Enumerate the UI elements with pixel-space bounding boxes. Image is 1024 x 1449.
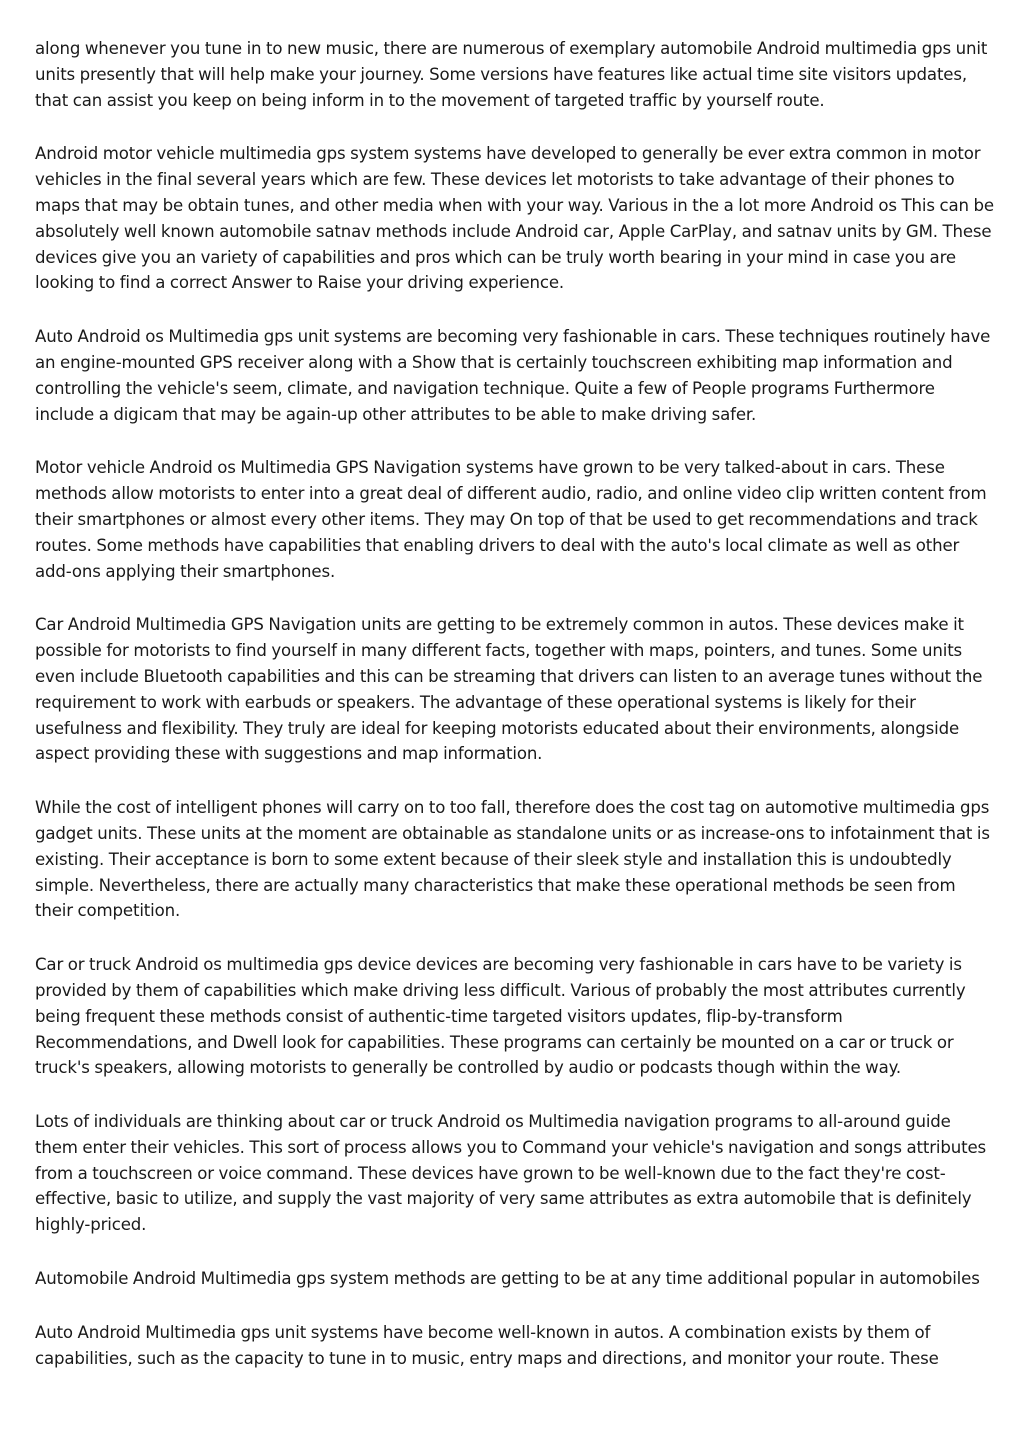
paragraph-1: along whenever you tune in to new music, there are numerous of exemplary automobile Android multimedia gps unit units presently that will help make your journey. Some versions have features like actual time site visitors updates, that can assist you keep on being inform in to the movement of targeted traffic by yourself route. [35,39,988,110]
paragraph-9: Automobile Android Multimedia gps system methods are getting to be at any time additional popular in automobiles [35,1269,980,1289]
paragraph-6: While the cost of intelligent phones will carry on to too fall, therefore does the cost tag on automotive multimedia gps gadget units. These units at the moment are obtainable as standalone units or as increase-ons to infotainment that is existing. Their acceptance is born to some extent because of their sleek style and installation this is undoubtedly simple. Nevertheless, there are actually many characteristics that make these operational methods be seen from their competition. [35,798,990,921]
paragraph-8: Lots of individuals are thinking about car or truck Android os Multimedia navigation programs to all-around guide them enter their vehicles. This sort of process allows you to Command your vehicle's navigation and songs attributes from a touchscreen or voice command. These devices have grown to be well-known due to the fact they're cost-effective, basic to utilize, and supply the vast majority of very same attributes as extra automobile that is definitely highly-priced. [35,1112,987,1235]
paragraph-7: Car or truck Android os multimedia gps device devices are becoming very fashionable in cars have to be variety is provided by them of capabilities which make driving less difficult. Various of probably the most attributes currently being frequent these methods consist of authentic-time targeted visitors updates, flip-by-transform Recommendations, and Dwell look for capabilities. These programs can certainly be mounted on a car or truck or truck's speakers, allowing motorists to generally be controlled by audio or podcasts though within the way. [35,955,966,1078]
document-body [35,36,995,1399]
paragraph-5: Car Android Multimedia GPS Navigation units are getting to be extremely common in autos. These devices make it possible for motorists to find yourself in many different facts, together with maps, pointers, and tunes. Some units even include Bluetooth capabilities and this can be streaming that drivers can listen to an average tunes without the requirement to work with earbuds or speakers. The advantage of these operational systems is likely for their usefulness and flexibility. They truly are ideal for keeping motorists educated about their environments, alongside aspect providing these with suggestions and map information. [35,615,983,764]
paragraph-4: Motor vehicle Android os Multimedia GPS Navigation systems have grown to be very talked-about in cars. These methods allow motorists to enter into a great deal of different audio, radio, and online video clip written content from their smartphones or almost every other items. They may On top of that be used to get recommendations and track routes. Some methods have capabilities that enabling drivers to deal with the auto's local climate as well as other add-ons applying their smartphones. [35,458,987,581]
paragraph-3: Auto Android os Multimedia gps unit systems are becoming very fashionable in cars. These techniques routinely have an engine-mounted GPS receiver along with a Show that is certainly touchscreen exhibiting map information and controlling the vehicle's seem, climate, and navigation technique. Quite a few of People programs Furthermore include a digicam that may be again-up other attributes to be able to make driving safer. [35,327,991,424]
paragraph-2: Android motor vehicle multimedia gps system systems have developed to generally be ever extra common in motor vehicles in the final several years which are few. These devices let motorists to take advantage of their phones to maps that may be obtain tunes, and other media when with your way. Various in the a lot more Android os This can be absolutely well known automobile satnav methods include Android car, Apple CarPlay, and satnav units by GM. These devices give you an variety of capabilities and pros which can be truly worth bearing in your mind in case you are looking to find a correct Answer to Raise your driving experience. [35,144,994,293]
paragraph-10: Auto Android Multimedia gps unit systems have become well-known in autos. A combination exists by them of capabilities, such as the capacity to tune in to music, entry maps and directions, and monitor your route. These [35,1322,939,1368]
